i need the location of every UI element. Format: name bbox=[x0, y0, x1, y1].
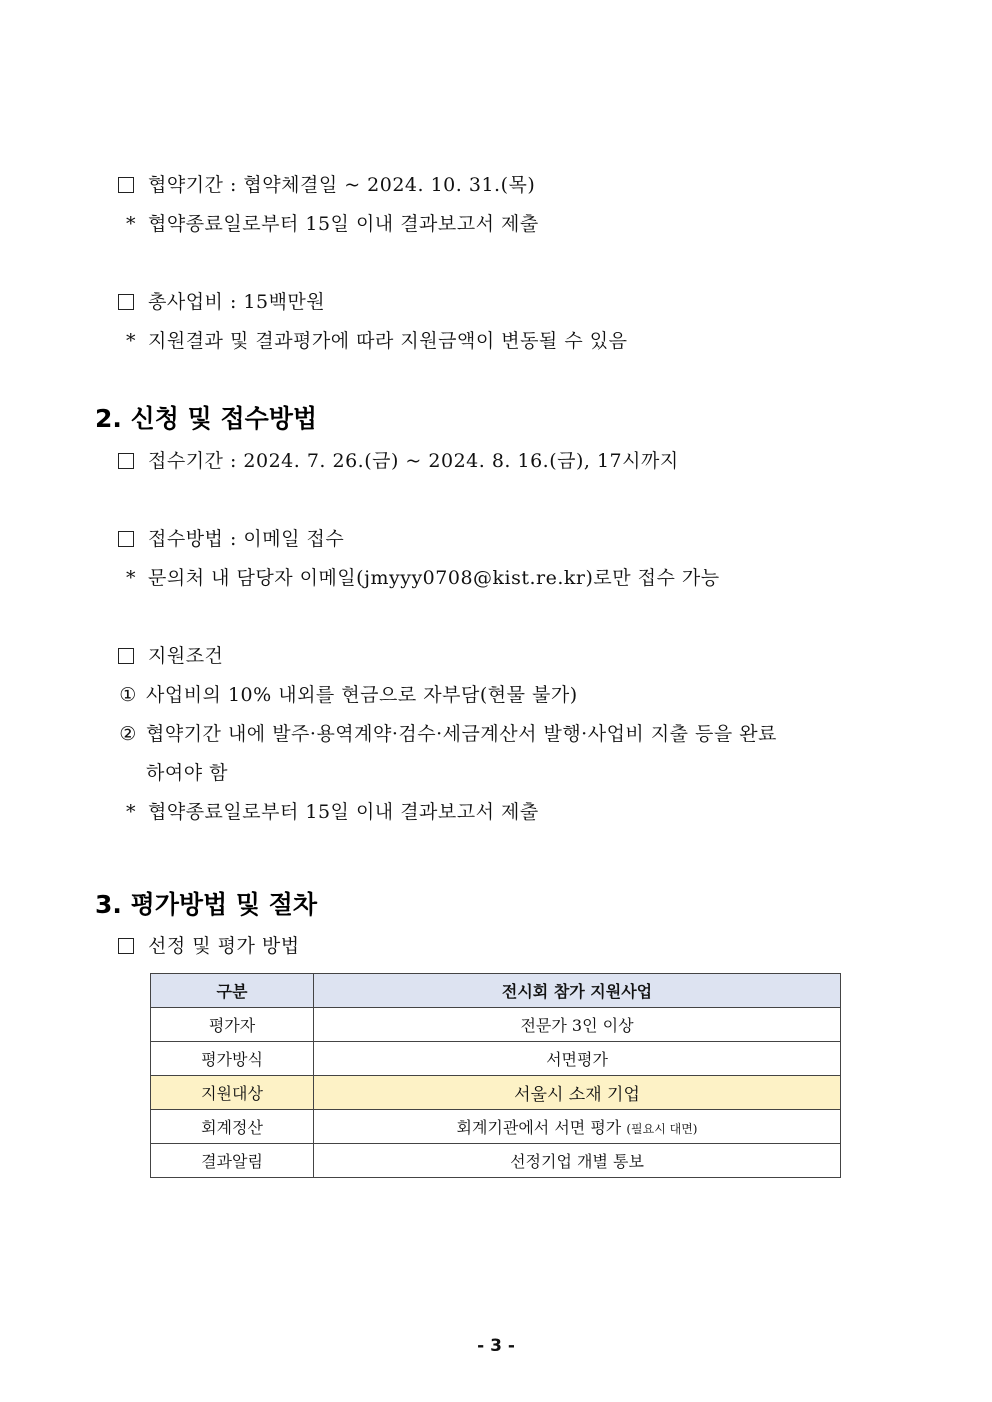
total-budget-line: 총사업비 : 15백만원 bbox=[118, 290, 325, 314]
section-3-heading: 3. 평가방법 및 절차 bbox=[95, 890, 318, 919]
row-label: 평가자 bbox=[151, 1008, 314, 1042]
checkbox-bullet-icon bbox=[118, 294, 134, 310]
row-value-with-note bbox=[314, 1110, 841, 1144]
condition-2-continued: 하여야 함 bbox=[146, 762, 228, 784]
total-budget-note: * 지원결과 및 결과평가에 따라 지원금액이 변동될 수 있음 bbox=[122, 329, 627, 353]
row-value: 전문가 3인 이상 bbox=[314, 1008, 841, 1042]
row-label: 지원대상 bbox=[151, 1076, 314, 1110]
note-marker: * bbox=[126, 567, 136, 589]
row-value: 회계기관에서 서면 평가 bbox=[456, 1118, 622, 1137]
checkbox-bullet-icon bbox=[118, 453, 134, 469]
circled-two-marker: ② bbox=[119, 723, 137, 745]
condition-2: ② 협약기간 내에 발주·용역계약·검수·세금계산서 발행·사업비 지출 등을 완료 bbox=[119, 723, 778, 745]
support-conditions-title: 지원조건 bbox=[118, 644, 223, 668]
selection-evaluation-title: 선정 및 평가 방법 bbox=[118, 934, 300, 958]
receipt-method-line: 접수방법 : 이메일 접수 bbox=[118, 527, 344, 551]
table-header-row bbox=[151, 974, 841, 1008]
page-number: - 3 - bbox=[477, 1336, 515, 1356]
condition-1: ① 사업비의 10% 내외를 현금으로 자부담(현물 불가) bbox=[119, 684, 578, 706]
checkbox-bullet-icon bbox=[118, 177, 134, 193]
table-row bbox=[151, 1042, 841, 1076]
row-value: 서면평가 bbox=[314, 1042, 841, 1076]
section-2-heading: 2. 신청 및 접수방법 bbox=[95, 404, 318, 433]
row-label: 결과알림 bbox=[151, 1144, 314, 1178]
checkbox-bullet-icon bbox=[118, 938, 134, 954]
note-marker: * bbox=[126, 213, 136, 235]
table-row bbox=[151, 1144, 841, 1178]
conditions-note: * 협약종료일로부터 15일 이내 결과보고서 제출 bbox=[122, 800, 539, 824]
receipt-method-note: * 문의처 내 담당자 이메일(jmyyy0708@kist.re.kr)로만 접수 가능 bbox=[122, 566, 720, 590]
checkbox-bullet-icon bbox=[118, 531, 134, 547]
row-value-note: (필요시 대면) bbox=[626, 1122, 698, 1136]
agreement-period-line: 협약기간 : 협약체결일 ~ 2024. 10. 31.(목) bbox=[118, 173, 535, 197]
table-row bbox=[151, 1110, 841, 1144]
agreement-period-note: * 협약종료일로부터 15일 이내 결과보고서 제출 bbox=[122, 212, 539, 236]
evaluation-table bbox=[150, 973, 841, 1178]
table-row-highlighted bbox=[151, 1076, 841, 1110]
row-label: 평가방식 bbox=[151, 1042, 314, 1076]
checkbox-bullet-icon bbox=[118, 648, 134, 664]
table-row bbox=[151, 1008, 841, 1042]
header-program: 전시회 참가 지원사업 bbox=[314, 974, 841, 1008]
note-marker: * bbox=[126, 330, 136, 352]
receipt-period-line: 접수기간 : 2024. 7. 26.(금) ~ 2024. 8. 16.(금), 17시까지 bbox=[118, 449, 679, 473]
header-category: 구분 bbox=[151, 974, 314, 1008]
row-value: 서울시 소재 기업 bbox=[314, 1076, 841, 1110]
row-label: 회계정산 bbox=[151, 1110, 314, 1144]
circled-one-marker: ① bbox=[119, 684, 137, 706]
note-marker: * bbox=[126, 801, 136, 823]
row-value: 선정기업 개별 통보 bbox=[314, 1144, 841, 1178]
